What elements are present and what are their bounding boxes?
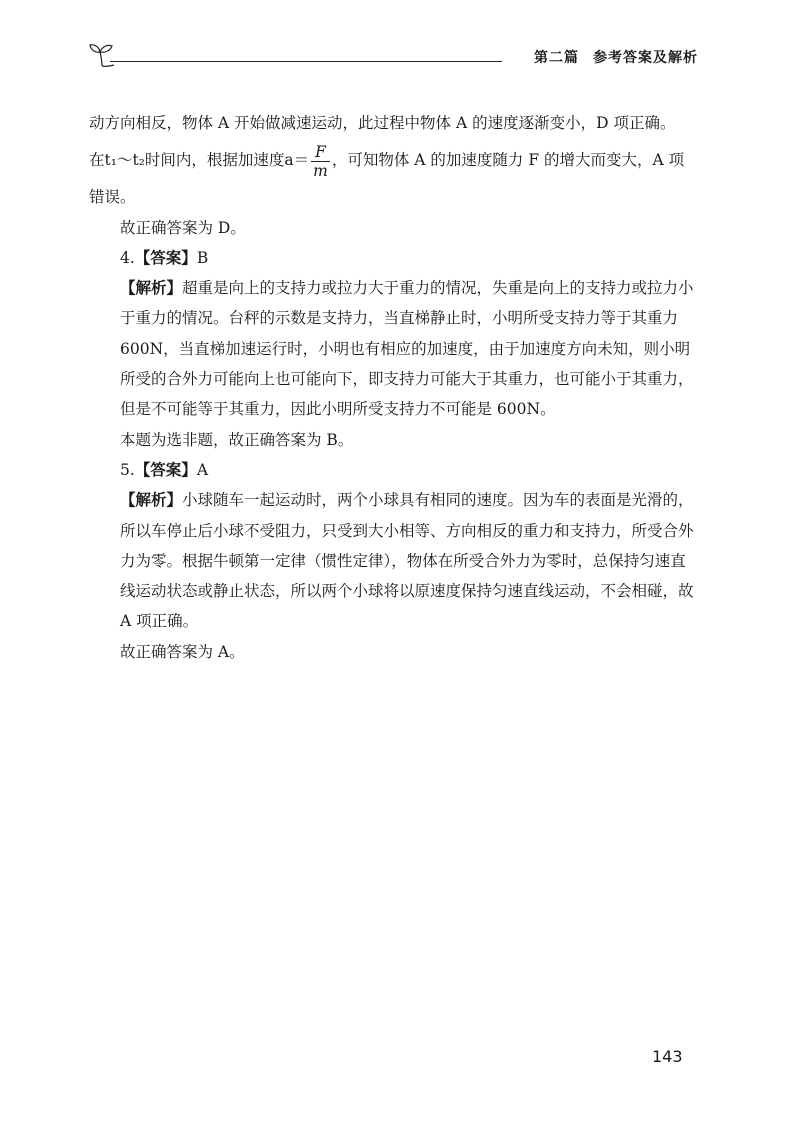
acceleration-fraction: $\frac{F}{m}$	[313, 142, 328, 180]
paragraph: 动方向相反，物体 A 开始做减速运动，此过程中物体 A 的速度逐渐变小，D 项正确。	[89, 114, 676, 132]
conclusion: 故正确答案为 D。	[120, 218, 246, 237]
analysis-5: 【解析】小球随车一起运动时，两个小球具有相同的速度。因为车的表面是光滑的，所以车停止后小球不受阻力，只受到大小相等、方向相反的重力和支持力，所受合外力为零。根据牛顿第一定律（惯性定律），物体在所受合外力为零时，总保持匀速直线运动状态或静止状态，所以两个小球将以原速度保持匀速直线运动，不会相碰，故 A 项正确。	[120, 491, 694, 631]
paragraph-formula: 在t₁～t₂时间内，根据加速度a＝ $\frac{F}{m}$ ，可知物体 A 的加速度随力 F 的增大而变大，A 项	[89, 142, 685, 180]
analysis-4: 【解析】超重是向上的支持力或拉力大于重力的情况，失重是向上的支持力或拉力小于重力的情况。台秤的示数是支持力，当直梯静止时，小明所受支持力等于其重力 600N，当直梯加速运行时，小明也有相应的加速度，由于加速度方向未知，则小明所受的合外力可能向上也可能向下，即支持力可能大于其重力，也可能小于其重力，但是不可能等于其重力，因此小明所受支持力不可能是 600N。	[120, 279, 694, 419]
answer-text	[89, 108, 699, 667]
conclusion: 故正确答案为 A。	[120, 642, 245, 661]
page-number: 143	[652, 1047, 683, 1066]
paragraph: 错误。	[89, 188, 136, 207]
header-rule	[110, 61, 502, 62]
section-label: 第二篇	[534, 50, 579, 66]
section-subtitle: 参考答案及解析	[593, 50, 698, 66]
section-title	[534, 47, 698, 67]
conclusion: 本题为选非题，故正确答案为 B。	[120, 430, 354, 449]
question-answer-4: 4.【答案】B	[120, 248, 209, 267]
sprout-icon	[88, 40, 116, 68]
question-answer-5: 5.【答案】A	[120, 460, 209, 479]
running-header	[88, 36, 698, 72]
